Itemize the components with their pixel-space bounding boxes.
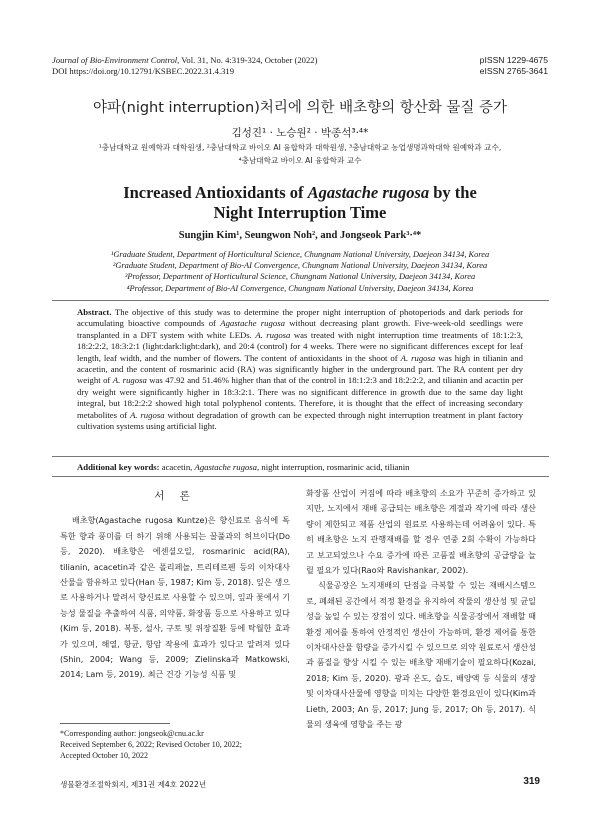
intro-paragraph: 배초향(Agastache rugosa Kuntze)은 향신료로 음식에 독특한 향과 풍미를 더 하기 위해 사용되는 꿀풀과의 허브이다(Do 등, 2020). 배초향은 에센셜오일, rosmarinic acid(RA), tilianin, acacetin과 같은 폴리페놀, 트리테르펜 등의 이차대사산물을 함유하고 있다(Han 등, 1987; Kim 등, 2018). 잎은 생으로 사용하거나 말려서 향신료로 사용할 수 있으며, 잎과 꽃에서 기능성 물질을 추출하여 식품, 의약품, 화장품 등으로 사용하고 있다(Kim 등, 2018). 복통, 설사, 구토 및 위장질환 등에 탁월한 효과가 있으며, 해열, 항균, 항암 작용에 효과가 있다고 알려져 있다(Shin, 2004; Wang 등, 2009; Zielinska과 Matkowski, 2014; Lam 등, 2019). 최근 건강 기능성 식품 및 <box>60 515 291 680</box>
abstract-label: Abstract. <box>77 307 112 317</box>
journal-name: Journal of Bio-Environment Control <box>52 55 178 65</box>
abstract-text: The objective of this study was to determine the proper night interruption of photoperiods and dark periods for accumulating bioactive compounds of <box>77 307 523 329</box>
title-korean: 야파(night interruption)처리에 의한 배초향의 항산화 물질 증가 <box>92 100 508 116</box>
pissn: pISSN 1229-4675 <box>479 55 548 65</box>
authors-korean: 김성진¹ · 노승원² · 박종석³·⁴* <box>231 127 369 139</box>
keywords <box>77 462 523 473</box>
title-en-part: by the <box>429 183 477 202</box>
eissn: eISSN 2765-3641 <box>479 66 548 76</box>
abstract-text: was treated with night interruption time treatments of 18:1:2:3, 18:2:2:2, 18:3:2:1 (light:dark:light:dark), and 20:4 (control) for 4 weeks. There were no significant differences except for leaf length, leaf width, and the number of flowers. The content of antioxidants in the shoot of <box>77 329 523 363</box>
column-right <box>306 486 536 733</box>
keywords-label: Additional key words: <box>77 462 160 472</box>
affiliation-en-line: ²Graduate Student, Department of Bio-AI Convergence, Chungnam National University, Daejeon 34134, Korea <box>112 261 488 271</box>
received-dates: Received September 6, 2022; Revised October 10, 2022; <box>60 740 242 749</box>
abstract-text: without degradation of growth can be expected through night interruption treatment in plant factory cultivation systems using artificial light. <box>77 409 523 432</box>
column-left <box>60 489 290 683</box>
keywords-bottom-rule <box>52 476 549 477</box>
title-en-line2: Night Interruption Time <box>213 203 387 222</box>
journal-header <box>52 55 317 77</box>
keywords-text: , night interruption, rosmarinic acid, tilianin <box>257 462 410 472</box>
species-name: Agastache rugosa <box>194 462 258 472</box>
affiliations-korean <box>40 141 560 167</box>
affiliation-en-line: ³Professor, Department of Horticultural Science, Chungnam National University, Daejeon 34134, Korea <box>124 272 476 282</box>
intro-paragraph: 화장품 산업이 커짐에 따라 배초향의 소요가 꾸준히 증가하고 있지만, 노지에서 재배 공급되는 배초향은 계절과 작기에 따라 생산량이 제한되고 제품 산업의 원료로 사용하는데 어려움이 있다. 특히 배초향은 노지 관행재배를 할 경우 연중 2회 수확이 가능하다고 보고되었으나 수요 증가에 따른 고품질 배초향의 공급량을 늘릴 필요가 있다(Rao와 Ravishankar, 2002). <box>306 488 536 576</box>
title-en-species: Agastache rugosa <box>307 183 430 202</box>
affiliation-en-line: ¹Graduate Student, Department of Horticultural Science, Chungnam National University, Daejeon 34134, Korea <box>110 250 490 259</box>
keywords-text: acacetin, <box>159 462 195 472</box>
authors-english: Sungjin Kim¹, Seungwon Noh², and Jongseok Park³·⁴* <box>178 230 422 241</box>
abstract-bottom-rule <box>52 456 549 457</box>
issn-block <box>480 55 548 77</box>
affiliation-kr-line: ⁴충남대학교 바이오 AI 융합학과 교수 <box>238 156 362 165</box>
accepted-date: Accepted October 10, 2022 <box>60 751 148 760</box>
abstract <box>77 307 523 432</box>
abstract-top-rule <box>52 300 549 301</box>
species-name: A. rugosa <box>112 375 147 386</box>
affiliation-en-line: ⁴Professor, Department of Bio-AI Convergence, Chungnam National University, Daejeon 34134, Korea <box>126 283 474 293</box>
abstract-text: was 47.92 and 51.46% higher than that of the control in 18:1:2:3 and 18:2:2:2, and tilianin and acactin per dry weight were significantly higher in 18:3:2:1. There was no significant difference in growth due to the same day light integral, but 18:2:2:2 showed high total polyphenol contents. Therefore, it is thought that the effect of increasing secondary metabolites of <box>77 375 523 420</box>
section-title-introduction: 서 론 <box>154 490 196 502</box>
title-en-part: Increased Antioxidants of <box>123 183 308 202</box>
page-number: 319 <box>523 776 540 787</box>
corresponding-author: *Corresponding author: jongseok@cnu.ac.kr <box>60 729 204 738</box>
footnote-rule <box>60 723 170 724</box>
doi-link[interactable]: DOI https://doi.org/10.12791/KSBEC.2022.31.4.319 <box>52 66 234 76</box>
species-name: A. rugosa <box>130 409 165 420</box>
intro-paragraph: 식물공장은 노지재배의 단점을 극복할 수 있는 재배시스템으로, 폐쇄된 공간에서 적정 환경을 유지하여 작물의 생산성 및 균일성을 높일 수 있는 장점이 있다. 배초향을 식물공장에서 재배할 때 환경 제어를 통하여 안정적인 생산이 가능하며, 환경 제어를 통한 이차대사산물 함량을 증가시킬 수 있으므로 의약 원료로서 생산성과 품질을 향상 시킬 수 있는 배초향 재배기술이 필요하다(Kozai, 2018; Kim 등, 2020). 광과 온도, 습도, 배양액 등 식물의 생장 및 이차대사산물에 영향을 미치는 다양한 환경요인이 있다(Kim과 Lieth, 2003; An 등, 2017; Jung 등, 2017; Oh 등, 2017). 식물의 생육에 영향을 주는 광 <box>306 580 536 730</box>
title-english <box>0 183 600 223</box>
abstract-text: was high in tilianin and acacetin, and the content of rosmarinic acid (RA) was significantly higher in the underground part. The RA content per dry weight of <box>77 352 523 386</box>
species-name: A. rugosa <box>400 352 436 363</box>
species-name: Agastache rugosa <box>220 318 285 329</box>
footer-journal: 생물환경조절학회지, 제31권 제4호 2022년 <box>60 780 207 789</box>
journal-citation: , Vol. 31, No. 4:319-324, October (2022) <box>177 55 318 65</box>
affiliations-english <box>60 249 540 294</box>
affiliation-kr-line: ¹충남대학교 원예학과 대학원생, ²충남대학교 바이오 AI 융합학과 대학원생, ³충남대학교 농업생명과학대학 원예학과 교수, <box>98 143 502 152</box>
species-name: A. rugosa <box>255 329 291 340</box>
footnote <box>60 728 290 761</box>
abstract-text: without decreasing plant growth. Five-week-old seedlings were transplanted in a DFT system with white LEDs. <box>77 318 524 340</box>
